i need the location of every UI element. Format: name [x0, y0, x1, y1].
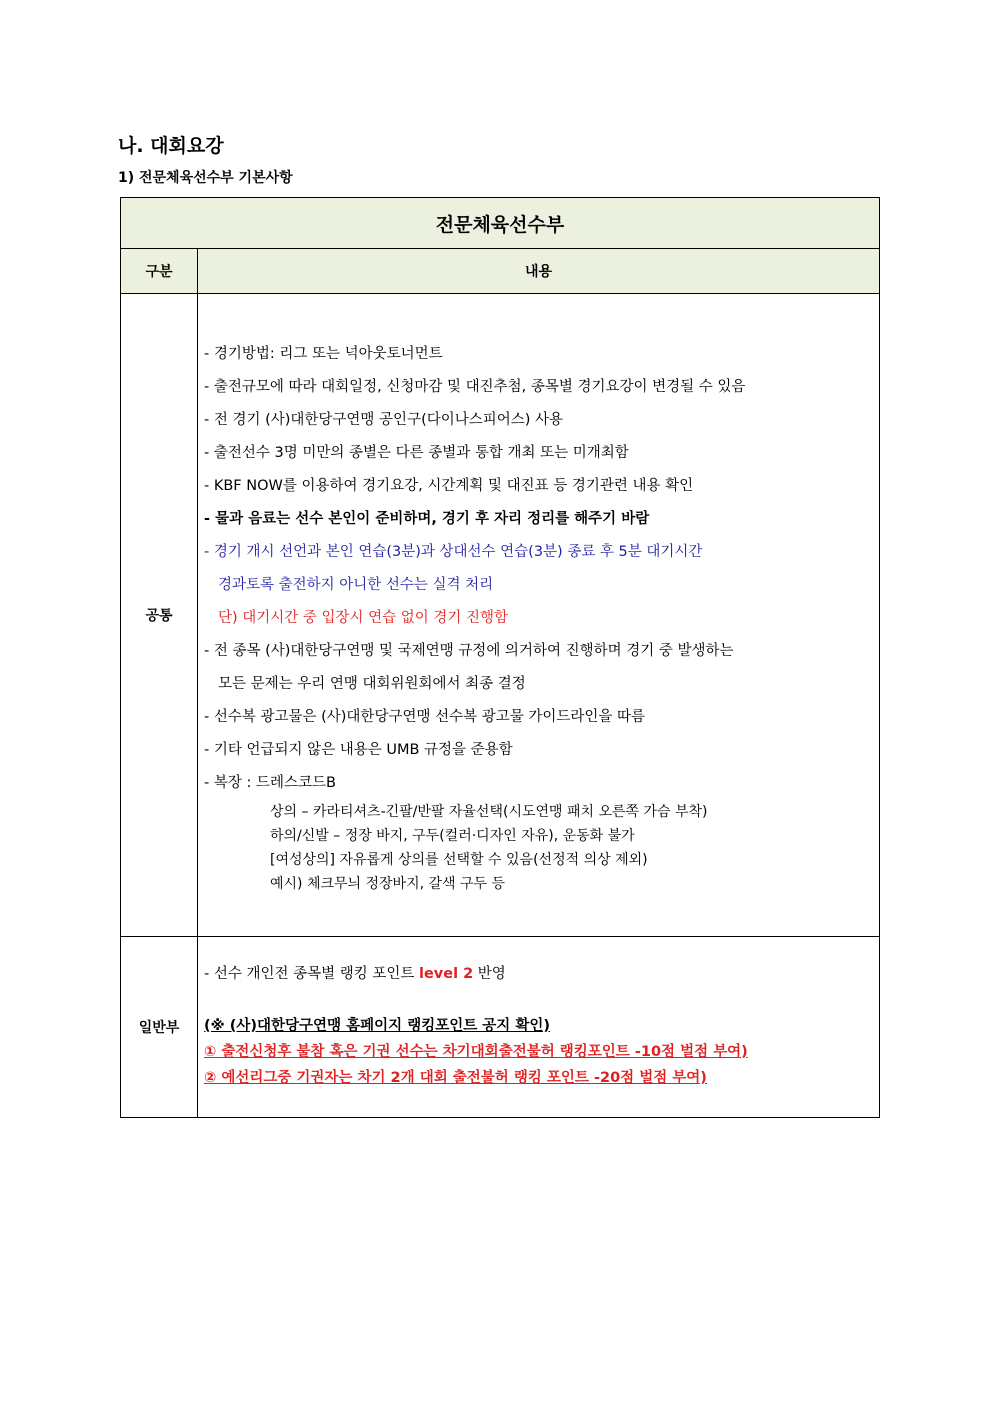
penalty-line-1: ① 출전신청후 불참 혹은 기권 선수는 차기대회출전불허 랭킹포인트 -10점 벌점 부여)	[204, 1044, 748, 1060]
rule-line-blue: 경과토록 출전하지 아니한 선수는 실격 처리	[218, 577, 494, 593]
rule-line-bold: - 물과 음료는 선수 본인이 준비하며, 경기 후 자리 정리를 해주기 바람	[204, 511, 650, 527]
row-label-general: 일반부	[121, 937, 198, 1118]
row-label-common: 공통	[121, 294, 198, 937]
sub-title: 1) 전문체육선수부 기본사항	[118, 170, 293, 186]
rule-line: - KBF NOW를 이용하여 경기요강, 시간계획 및 대진표 등 경기관련 내용 확인	[204, 478, 694, 494]
dress-line: 하의/신발 – 정장 바지, 구두(컬러·디자인 자유), 운동화 불가	[270, 828, 635, 844]
table-row-common	[121, 294, 880, 937]
row-content-common	[198, 294, 880, 937]
penalty-line-2: ② 예선리그중 기권자는 차기 2개 대회 출전불허 랭킹 포인트 -20점 벌점 부여)	[204, 1070, 707, 1086]
ranking-line	[204, 961, 873, 987]
rule-line: - 기타 언급되지 않은 내용은 UMB 규정을 준용함	[204, 742, 513, 758]
rule-line: - 전 경기 (사)대한당구연맹 공인구(다이나스피어스) 사용	[204, 412, 564, 428]
table-title: 전문체육선수부	[121, 198, 880, 249]
row-content-general	[198, 937, 880, 1118]
dress-line: 상의 – 카라티셔츠-긴팔/반팔 자율선택(시도연맹 패치 오른쪽 가슴 부착)	[270, 804, 708, 820]
header-category: 구분	[121, 249, 198, 294]
rule-line-blue: - 경기 개시 선언과 본인 연습(3분)과 상대선수 연습(3분) 종료 후 5분 대기시간	[204, 544, 703, 560]
rule-line: - 전 종목 (사)대한당구연맹 및 국제연맹 규정에 의거하여 진행하며 경기 중 발생하는	[204, 643, 734, 659]
dress-code-details	[204, 800, 873, 896]
ranking-notice: (※ (사)대한당구연맹 홈페이지 랭킹포인트 공지 확인)	[204, 1018, 550, 1034]
table-title-row	[121, 198, 880, 249]
rule-line: 모든 문제는 우리 연맹 대회위원회에서 최종 결정	[218, 676, 526, 692]
rule-line: - 경기방법: 리그 또는 넉아웃토너먼트	[204, 346, 443, 362]
section-title: 나. 대회요강	[118, 135, 224, 157]
tournament-rules-table	[120, 197, 880, 1118]
ranking-level: level 2	[418, 966, 474, 982]
ranking-prefix: - 선수 개인전 종목별 랭킹 포인트	[204, 966, 415, 982]
table-header-row	[121, 249, 880, 294]
dress-code-heading: - 복장 : 드레스코드B	[204, 775, 336, 791]
table-row-general	[121, 937, 880, 1118]
rule-line: - 선수복 광고물은 (사)대한당구연맹 선수복 광고물 가이드라인을 따름	[204, 709, 646, 725]
ranking-suffix: 반영	[477, 966, 506, 982]
dress-line: [여성상의] 자유롭게 상의를 선택할 수 있음(선정적 의상 제외)	[270, 852, 648, 868]
rule-line-red: 단) 대기시간 중 입장시 연습 없이 경기 진행함	[218, 610, 509, 626]
header-content: 내용	[198, 249, 880, 294]
rule-line: - 출전규모에 따라 대회일정, 신청마감 및 대진추첨, 종목별 경기요강이 변경될 수 있음	[204, 379, 746, 395]
rule-line: - 출전선수 3명 미만의 종별은 다른 종별과 통합 개최 또는 미개최함	[204, 445, 629, 461]
dress-line: 예시) 체크무늬 정장바지, 갈색 구두 등	[270, 876, 506, 892]
